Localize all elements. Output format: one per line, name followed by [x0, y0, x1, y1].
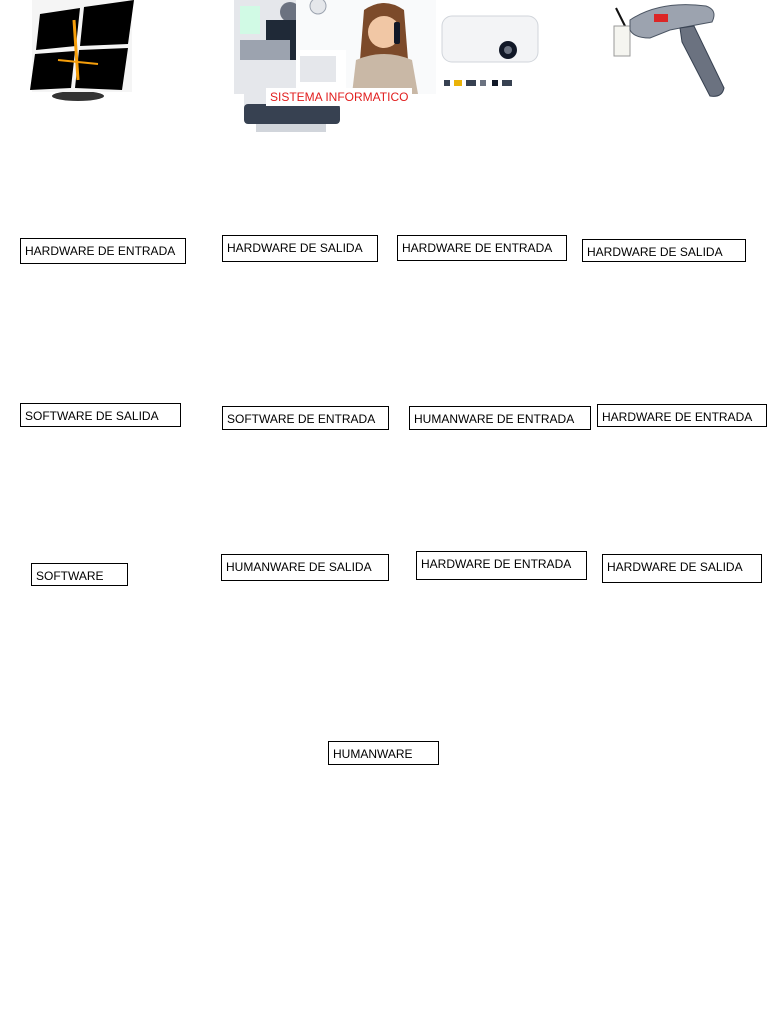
- windows-logo-icon: [18, 0, 136, 106]
- label-hardware-entrada: HARDWARE DE ENTRADA: [397, 235, 567, 261]
- label-humanware-entrada: HUMANWARE DE ENTRADA: [409, 406, 591, 430]
- office-worker-icon: [234, 0, 436, 94]
- label-hardware-salida: HARDWARE DE SALIDA: [602, 554, 762, 583]
- label-hardware-entrada: HARDWARE DE ENTRADA: [597, 404, 767, 427]
- label-hardware-salida: HARDWARE DE SALIDA: [582, 239, 746, 262]
- label-software-salida: SOFTWARE DE SALIDA: [20, 403, 181, 427]
- label-hardware-entrada: HARDWARE DE ENTRADA: [416, 551, 587, 580]
- projector-icon: [436, 0, 554, 94]
- label-software-entrada: SOFTWARE DE ENTRADA: [222, 406, 389, 430]
- label-hardware-entrada: HARDWARE DE ENTRADA: [20, 238, 186, 264]
- label-humanware-salida: HUMANWARE DE SALIDA: [221, 554, 389, 581]
- label-humanware: HUMANWARE: [328, 741, 439, 765]
- label-software: SOFTWARE: [31, 563, 128, 586]
- barcode-scanner-icon: [610, 0, 732, 104]
- page-title: SISTEMA INFORMATICO: [266, 88, 412, 106]
- label-hardware-salida: HARDWARE DE SALIDA: [222, 235, 378, 262]
